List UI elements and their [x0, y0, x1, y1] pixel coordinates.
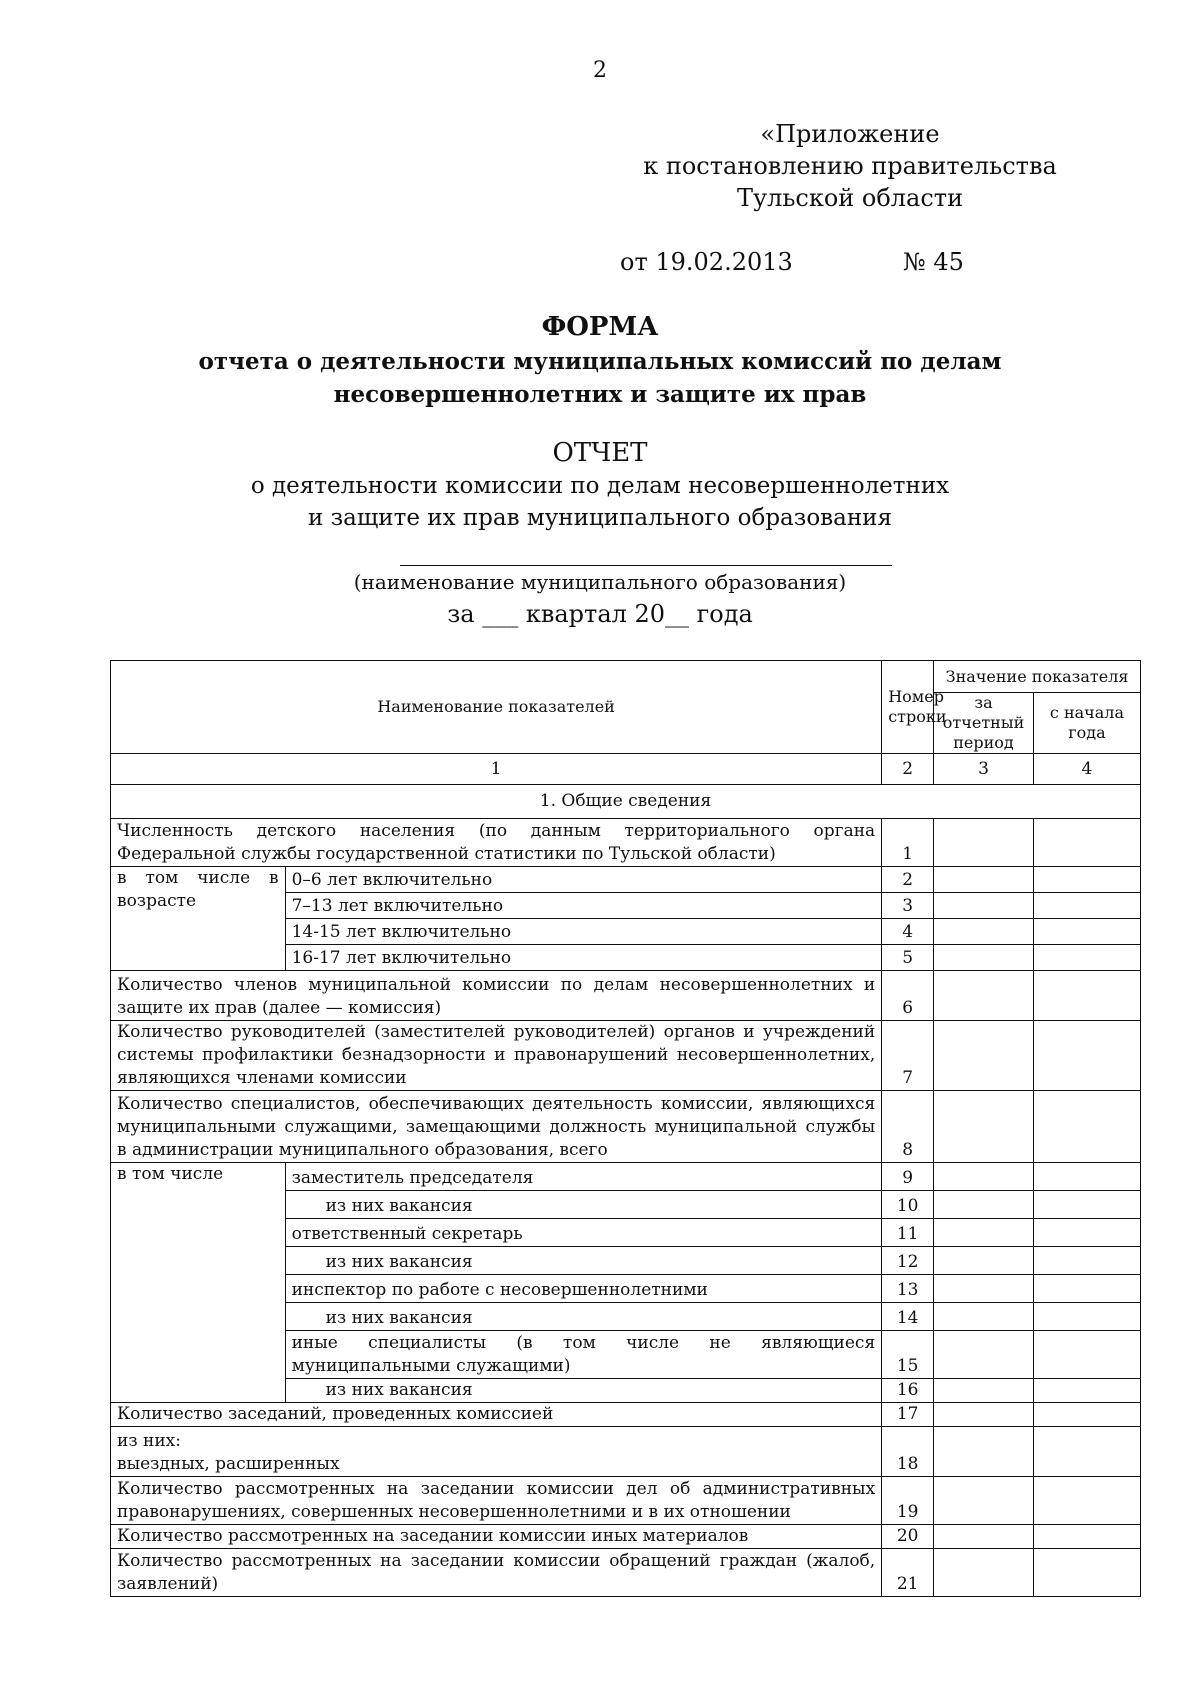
value-period[interactable]: [934, 1275, 1034, 1303]
appendix-line-1: «Приложение: [760, 120, 940, 148]
col-number-1: 1: [111, 754, 882, 785]
row-number: 11: [882, 1219, 934, 1247]
section-title: 1. Общие сведения: [111, 785, 1141, 819]
value-ytd[interactable]: [1033, 893, 1140, 919]
row-number: 13: [882, 1275, 934, 1303]
row-label: заместитель председателя: [285, 1163, 882, 1191]
value-ytd[interactable]: [1033, 1219, 1140, 1247]
row-label: 16-17 лет включительно: [285, 945, 882, 971]
header-value: Значение показателя: [934, 661, 1141, 693]
appendix-line-3: Тульской области: [736, 184, 964, 212]
row-number: 9: [882, 1163, 934, 1191]
col-number-4: 4: [1033, 754, 1140, 785]
header-ytd-line-2: года: [1068, 723, 1106, 742]
form-subtitle-line-2: несовершеннолетних и защите их прав: [333, 381, 867, 408]
report-subtitle-line-2: и защите их прав муниципального образования: [307, 505, 892, 531]
form-subtitle-line-1: отчета о деятельности муниципальных комиссий по делам: [198, 348, 1002, 375]
municipality-blank-line: [400, 565, 892, 566]
value-ytd[interactable]: [1033, 919, 1140, 945]
page-number: 2: [593, 58, 607, 83]
row-number: 3: [882, 893, 934, 919]
row-number: 10: [882, 1191, 934, 1219]
value-ytd[interactable]: [1033, 867, 1140, 893]
row-number: 19: [882, 1477, 934, 1525]
row-label: из них вакансия: [285, 1247, 882, 1275]
row-number: 17: [882, 1403, 934, 1427]
table-row: [111, 867, 1141, 893]
table-row: [111, 1427, 1141, 1477]
row-number: 5: [882, 945, 934, 971]
column-numbers-row: [111, 754, 1141, 785]
value-ytd[interactable]: [1033, 1247, 1140, 1275]
row-label: Количество членов муниципальной комиссии по делам несовершеннолетних и защите их прав (далее — комиссия): [111, 971, 882, 1021]
row-number: 16: [882, 1379, 934, 1403]
form-subtitle: [0, 345, 1200, 411]
row-number: 4: [882, 919, 934, 945]
value-ytd[interactable]: [1033, 1331, 1140, 1379]
value-period[interactable]: [934, 819, 1034, 867]
row-label: Численность детского населения (по данным территориального органа Федеральной службы государственной статистики по Тульской области): [111, 819, 882, 867]
value-ytd[interactable]: [1033, 1021, 1140, 1091]
value-period[interactable]: [934, 1331, 1034, 1379]
row-number: 20: [882, 1525, 934, 1549]
header-row-number-line-2: строки: [888, 707, 947, 726]
value-ytd[interactable]: [1033, 1379, 1140, 1403]
header-row: [111, 661, 1141, 693]
header-row-number: [882, 661, 947, 754]
decree-date: от 19.02.2013: [620, 248, 793, 276]
value-ytd[interactable]: [1033, 1427, 1140, 1477]
row-label: 0–6 лет включительно: [285, 867, 882, 893]
value-ytd[interactable]: [1033, 1549, 1140, 1597]
value-period[interactable]: [934, 1477, 1034, 1525]
value-period[interactable]: [934, 1549, 1034, 1597]
appendix-header: [600, 118, 1100, 214]
table-row: [111, 971, 1141, 1021]
value-ytd[interactable]: [1033, 1275, 1140, 1303]
value-ytd[interactable]: [1033, 945, 1140, 971]
header-period-line-1: за отчетный: [942, 693, 1025, 732]
report-subtitle: [0, 470, 1200, 534]
header-name: Наименование показателей: [111, 661, 882, 754]
value-ytd[interactable]: [1033, 819, 1140, 867]
header-period: [934, 693, 1034, 754]
table-row: [111, 1403, 1141, 1427]
row-number: 15: [882, 1331, 934, 1379]
decree-number: № 45: [903, 248, 964, 276]
value-ytd[interactable]: [1033, 1163, 1140, 1191]
value-period[interactable]: [934, 945, 1034, 971]
value-period[interactable]: [934, 893, 1034, 919]
row-number: 18: [882, 1427, 934, 1477]
row-number: 1: [882, 819, 934, 867]
value-period[interactable]: [934, 1021, 1034, 1091]
row-label: Количество заседаний, проведенных комиссией: [111, 1403, 882, 1427]
table-row: [111, 1525, 1141, 1549]
value-period[interactable]: [934, 1525, 1034, 1549]
value-ytd[interactable]: [1033, 1091, 1140, 1163]
value-period[interactable]: [934, 1403, 1034, 1427]
header-ytd-line-1: с начала: [1049, 703, 1124, 722]
value-period[interactable]: [934, 1247, 1034, 1275]
report-title: ОТЧЕТ: [552, 438, 648, 468]
value-ytd[interactable]: [1033, 971, 1140, 1021]
col-number-2: 2: [882, 754, 934, 785]
including-group-label: в том числе: [111, 1163, 286, 1403]
row-label: ответственный секретарь: [285, 1219, 882, 1247]
municipality-caption: (наименование муниципального образования): [353, 570, 847, 594]
row-label: 7–13 лет включительно: [285, 893, 882, 919]
row-number: 7: [882, 1021, 934, 1091]
row-label: из них вакансия: [285, 1191, 882, 1219]
report-table: [110, 660, 1141, 1597]
form-title: ФОРМА: [541, 312, 659, 342]
row-number: 21: [882, 1549, 934, 1597]
value-ytd[interactable]: [1033, 1525, 1140, 1549]
row-number: 2: [882, 867, 934, 893]
table-row: [111, 1163, 1141, 1191]
value-ytd[interactable]: [1033, 1303, 1140, 1331]
row-label-main: выездных, расширенных: [117, 1454, 340, 1474]
row-number: 8: [882, 1091, 934, 1163]
col-number-3: 3: [934, 754, 1034, 785]
row-label: [111, 1427, 882, 1477]
age-group-label: в том числе в возрасте: [111, 867, 286, 971]
report-subtitle-line-1: о деятельности комиссии по делам несовершеннолетних: [250, 473, 950, 499]
appendix-line-2: к постановлению правительства: [643, 152, 1057, 180]
table-row: [111, 819, 1141, 867]
row-label: Количество руководителей (заместителей руководителей) органов и учреждений системы профилактики безнадзорности и правонарушений несовершеннолетних, являющихся членами комиссии: [111, 1021, 882, 1091]
row-label: Количество рассмотренных на заседании комиссии иных материалов: [111, 1525, 882, 1549]
row-label: Количество рассмотренных на заседании комиссии дел об административных правонарушениях, совершенных несовершеннолетними и в их отношении: [111, 1477, 882, 1525]
table-row: [111, 1477, 1141, 1525]
value-period[interactable]: [934, 1163, 1034, 1191]
row-label: Количество рассмотренных на заседании комиссии обращений граждан (жалоб, заявлений): [111, 1549, 882, 1597]
value-ytd[interactable]: [1033, 1477, 1140, 1525]
report-period: за ___ квартал 20__ года: [447, 600, 753, 628]
row-number: 14: [882, 1303, 934, 1331]
header-ytd: [1033, 693, 1140, 754]
header-period-line-2: период: [953, 733, 1014, 752]
table-row: [111, 1021, 1141, 1091]
row-label: из них вакансия: [285, 1379, 882, 1403]
value-ytd[interactable]: [1033, 1403, 1140, 1427]
value-period[interactable]: [934, 1303, 1034, 1331]
row-label: инспектор по работе с несовершеннолетними: [285, 1275, 882, 1303]
row-number: 6: [882, 971, 934, 1021]
row-label: Количество специалистов, обеспечивающих деятельность комиссии, являющихся муниципальными служащими, замещающими должность муниципальной службы в администрации муниципального образования, всего: [111, 1091, 882, 1163]
value-period[interactable]: [934, 919, 1034, 945]
row-label: иные специалисты (в том числе не являющиеся муниципальными служащими): [285, 1331, 882, 1379]
row-label-prefix: из них:: [117, 1431, 181, 1451]
value-period[interactable]: [934, 1219, 1034, 1247]
header-row-number-line-1: Номер: [888, 687, 944, 706]
value-period[interactable]: [934, 1191, 1034, 1219]
value-period[interactable]: [934, 971, 1034, 1021]
value-period[interactable]: [934, 867, 1034, 893]
table-row: [111, 1549, 1141, 1597]
value-period[interactable]: [934, 1091, 1034, 1163]
value-period[interactable]: [934, 1379, 1034, 1403]
row-number: 12: [882, 1247, 934, 1275]
value-period[interactable]: [934, 1427, 1034, 1477]
table-row: [111, 1091, 1141, 1163]
section-row: [111, 785, 1141, 819]
row-label: 14-15 лет включительно: [285, 919, 882, 945]
value-ytd[interactable]: [1033, 1191, 1140, 1219]
row-label: из них вакансия: [285, 1303, 882, 1331]
